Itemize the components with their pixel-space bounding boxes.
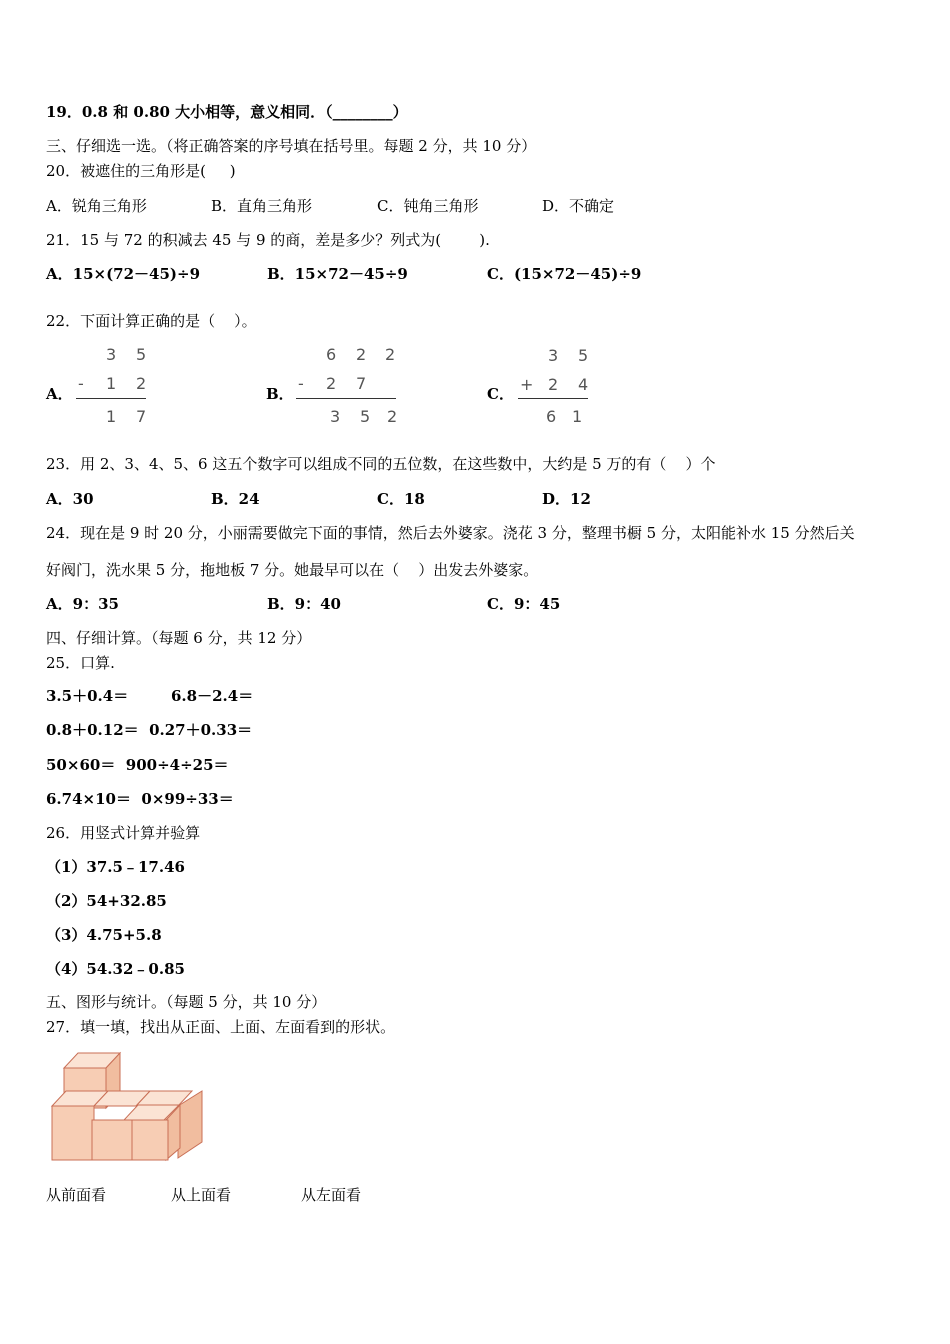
digit: 2	[326, 374, 337, 393]
q22-label-a: A．	[46, 385, 73, 403]
q25-row-4: 6.74×10＝ 0×99÷33＝	[46, 790, 234, 808]
q22-label-b: B．	[266, 385, 294, 403]
digit: 5	[360, 407, 371, 426]
digit: 5	[136, 345, 147, 364]
q25-row-1a: 3.5＋0.4＝	[46, 687, 129, 705]
operator: -	[298, 374, 304, 393]
digit: 1	[106, 407, 117, 426]
section-4-heading: 四、仔细计算。（每题 6 分，共 12 分）	[46, 629, 312, 647]
q22-label-c: C．	[487, 385, 514, 403]
cube-front-face	[132, 1120, 168, 1160]
q24-option-a: A．9：35	[46, 595, 119, 613]
digit: 2	[136, 374, 147, 393]
q27-stem: 27．填一填，找出从正面、上面、左面看到的形状。	[46, 1018, 396, 1036]
q23-option-a: A．30	[46, 490, 94, 508]
digit: 7	[136, 407, 147, 426]
q25-row-3: 50×60＝ 900÷4÷25＝	[46, 756, 229, 774]
q20-option-b: B．直角三角形	[211, 197, 313, 215]
q21-stem: 21．15 与 72 的积减去 45 与 9 的商，差是多少？列式为( ).	[46, 231, 490, 249]
digit: 1	[106, 374, 117, 393]
q26-item-4: （4）54.32﹣0.85	[46, 960, 185, 978]
digit: 4	[578, 375, 589, 394]
q26-stem: 26．用竖式计算并验算	[46, 824, 201, 842]
q19: 19．0.8 和 0.80 大小相等，意义相同．（________）	[46, 103, 408, 121]
digit: 1	[572, 407, 583, 426]
cube-stack-figure	[50, 1050, 206, 1164]
digit: 2	[548, 375, 559, 394]
q20-option-c: C．钝角三角形	[377, 197, 479, 215]
sum-line	[76, 398, 146, 399]
q27-view-left: 从左面看	[301, 1186, 362, 1204]
q23-option-d: D．12	[542, 490, 591, 508]
q21-option-b: B．15×72－45÷9	[267, 265, 408, 283]
q24-line-2: 好阀门，洗水果 5 分，拖地板 7 分。她最早可以在（ ）出发去外婆家。	[46, 561, 539, 579]
section-3-heading: 三、仔细选一选。（将正确答案的序号填在括号里。每题 2 分，共 10 分）	[46, 137, 537, 155]
q26-item-2: （2）54+32.85	[46, 892, 167, 910]
operator: -	[78, 374, 84, 393]
q21-option-a: A．15×(72－45)÷9	[46, 265, 201, 283]
q20-stem: 20．被遮住的三角形是( )	[46, 162, 236, 180]
q22-stem: 22．下面计算正确的是（ ）。	[46, 312, 257, 330]
sum-line	[296, 398, 396, 399]
digit: 3	[330, 407, 341, 426]
digit: 2	[356, 345, 367, 364]
digit: 5	[578, 346, 589, 365]
q27-view-top: 从上面看	[171, 1186, 232, 1204]
q24-line-1: 24．现在是 9 时 20 分，小丽需要做完下面的事情，然后去外婆家。浇花 3 分，整理书橱 5 分，太阳能补水 15 分然后关	[46, 524, 855, 542]
q25-row-1b: 6.8－2.4＝	[171, 687, 254, 705]
q23-option-c: C．18	[377, 490, 425, 508]
q27-view-front: 从前面看	[46, 1186, 107, 1204]
sum-line	[518, 398, 588, 399]
q25-row-2: 0.8＋0.12＝ 0.27＋0.33＝	[46, 721, 253, 739]
digit: 6	[546, 407, 557, 426]
q23-stem: 23．用 2、3、4、5、6 这五个数字可以组成不同的五位数，在这些数中，大约是 5 万的有（ ）个	[46, 455, 716, 473]
q20-option-a: A．锐角三角形	[46, 197, 147, 215]
q24-option-c: C．9：45	[487, 595, 561, 613]
digit: 3	[548, 346, 559, 365]
digit: 2	[385, 345, 396, 364]
digit: 2	[387, 407, 398, 426]
operator: +	[520, 375, 534, 394]
digit: 7	[356, 374, 367, 393]
q20-option-d: D．不确定	[542, 197, 615, 215]
cube-front-face	[92, 1120, 134, 1160]
q26-item-1: （1）37.5﹣17.46	[46, 858, 185, 876]
q26-item-3: （3）4.75+5.8	[46, 926, 162, 944]
digit: 3	[106, 345, 117, 364]
q24-option-b: B．9：40	[267, 595, 341, 613]
q25-stem: 25．口算.	[46, 654, 115, 672]
q23-option-b: B．24	[211, 490, 260, 508]
q21-option-c: C．(15×72－45)÷9	[487, 265, 642, 283]
cube-front-face	[52, 1106, 94, 1160]
section-5-heading: 五、图形与统计。（每题 5 分，共 10 分）	[46, 993, 327, 1011]
digit: 6	[326, 345, 337, 364]
